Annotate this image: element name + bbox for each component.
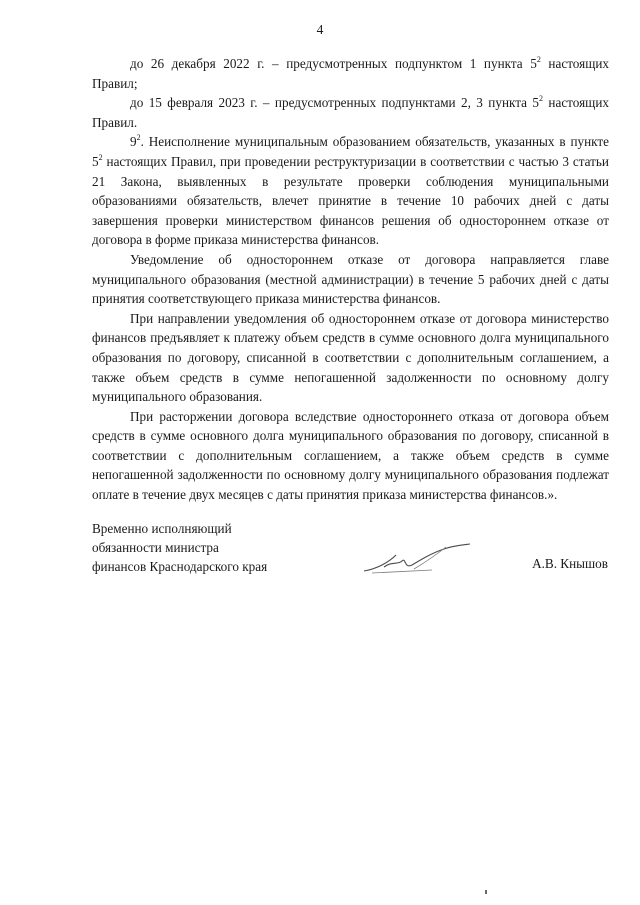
scan-mark bbox=[485, 890, 487, 894]
signatory-name: А.В. Кнышов bbox=[532, 556, 608, 571]
paragraph-text: до 26 декабря 2022 г. – предусмотренных подпунктом 1 пункта 5 bbox=[130, 56, 537, 71]
paragraph-termination: При расторжении договора вследствие одностороннего отказа от договора объем средств в сумме основного долга муниципального образования по договору, списанной в соответствии с дополнительным соглашением, а также объем средств в сумме непогашенной задолженности по основному долгу муниципального образования подлежат оплате в течение двух месяцев с даты принятия приказа министерства финансов.». bbox=[92, 408, 609, 503]
paragraph-text: настоящих Правил, при проведении реструктуризации в соответствии с частью 3 статьи 21 Закона, выявленных в результате проверки соблюдения муниципальными образованиями обязательств, влечет принятие в течение 10 рабочих дней с даты завершения проверки министерством финансов решения об одностороннем отказе от договора в форме приказа министерства финансов. bbox=[92, 153, 609, 248]
paragraph-text: . Неисполнение муниципальным образованием обязательств, указанных в пункте 5 bbox=[92, 134, 609, 169]
signatory-title-line-1: Временно исполняющий bbox=[92, 521, 232, 536]
signatory-title-line-2: обязанности министра bbox=[92, 540, 219, 555]
paragraph-deadline-1 bbox=[92, 54, 609, 93]
page-number: 4 bbox=[316, 22, 324, 37]
superscript: 2 bbox=[536, 55, 541, 65]
superscript: 2 bbox=[539, 94, 544, 104]
document-body bbox=[92, 54, 609, 505]
paragraph-text: настоящих Правил; bbox=[92, 56, 609, 91]
signature-block bbox=[92, 519, 612, 579]
clause-number: 9 bbox=[130, 134, 137, 150]
paragraph-deadline-2 bbox=[92, 93, 609, 132]
superscript: 2 bbox=[136, 133, 141, 143]
paragraph-text: до 15 февраля 2023 г. – предусмотренных подпунктами 2, 3 пункта 5 bbox=[130, 95, 540, 111]
superscript: 2 bbox=[98, 153, 103, 163]
handwritten-signature bbox=[362, 541, 472, 577]
paragraph-clause-9-2 bbox=[92, 132, 609, 250]
signatory-title-line-3: финансов Краснодарского края bbox=[92, 559, 268, 574]
paragraph-text: настоящих Правил. bbox=[92, 95, 609, 130]
paragraph-notification: Уведомление об одностороннем отказе от договора направляется главе муниципального образования (местной администрации) в течение 5 рабочих дней с даты принятия соответствующего приказа министерства финансов. bbox=[92, 251, 609, 307]
paragraph-payment-claim: При направлении уведомления об одностороннем отказе от договора министерство финансов предъявляет к платежу объем средств в сумме основного долга муниципального образования по договору, списанной в соответствии с дополнительным соглашением, а также объем средств в сумме непогашенной задолженности по основному долгу муниципального образования. bbox=[92, 310, 609, 405]
